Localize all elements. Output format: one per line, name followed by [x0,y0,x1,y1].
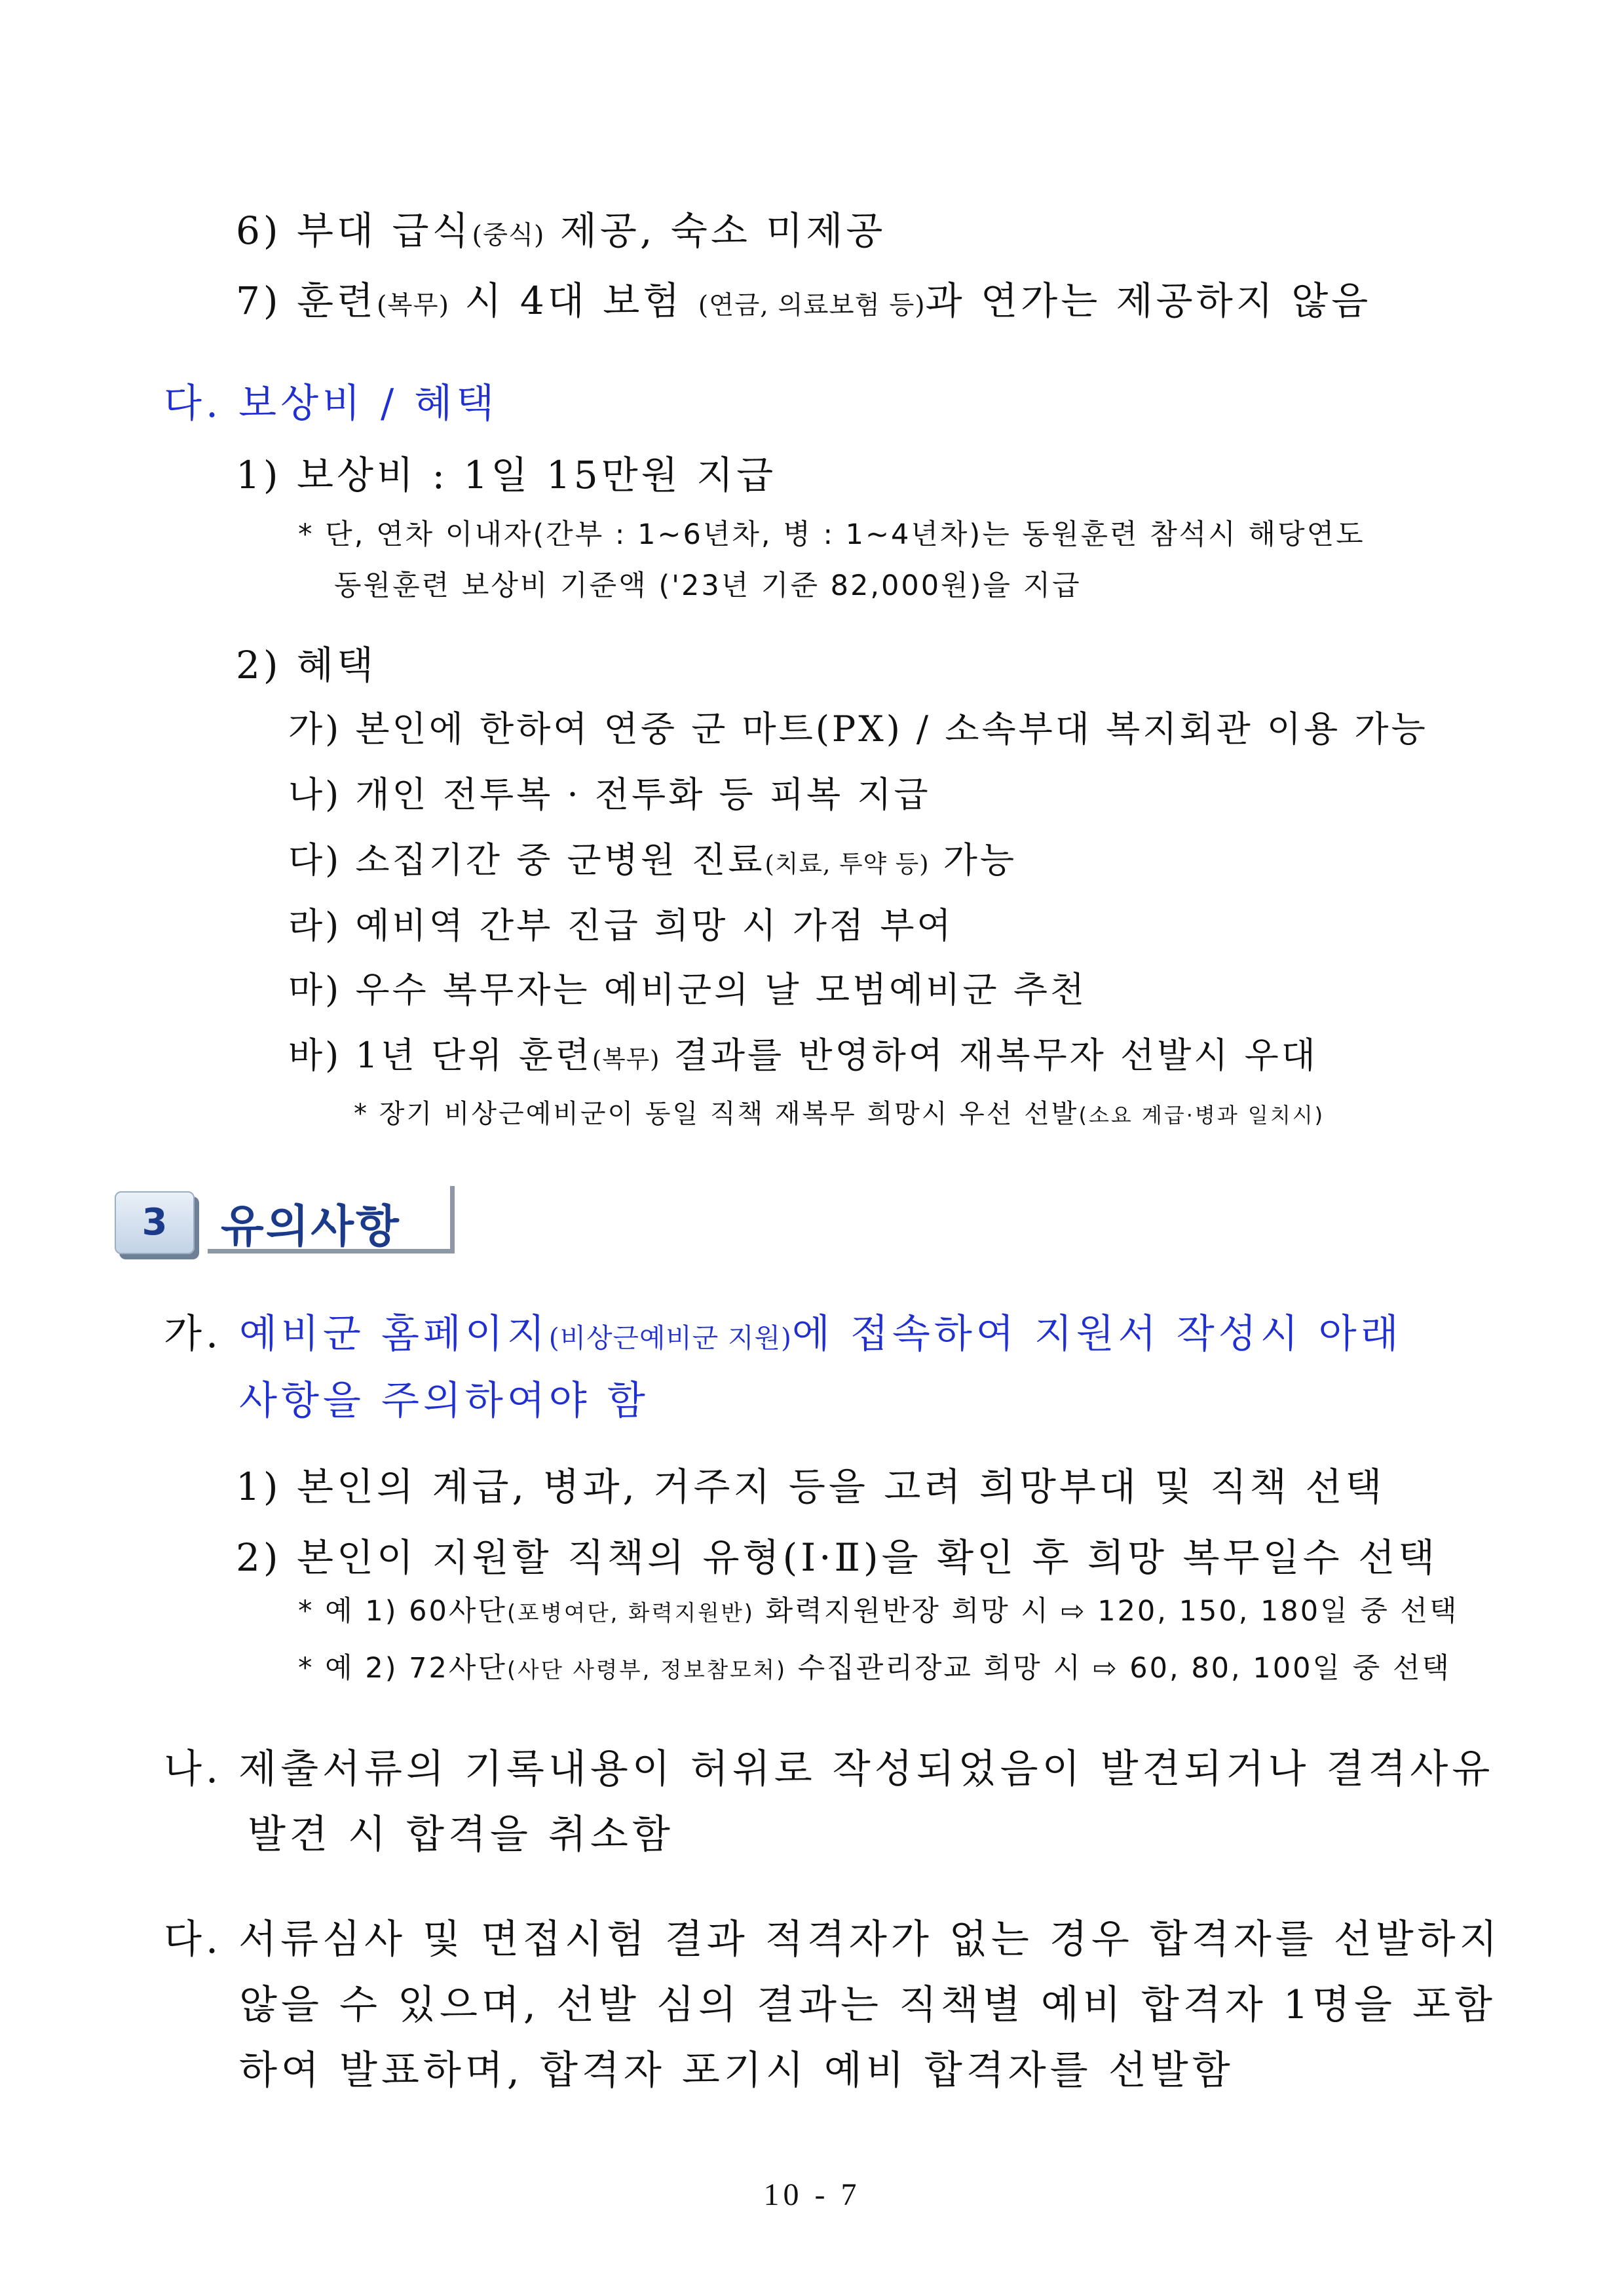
section-title-box [208,1186,455,1253]
benefit-da: 다) 소집기간 중 군병원 진료(치료, 투약 등) 가능 [288,839,1017,881]
benefits-item: 2) 혜택 [236,643,377,687]
page-number: 10 - 7 [763,2177,861,2212]
notice-na-line2: 발견 시 합격을 취소함 [248,1812,674,1858]
item-6: 6) 부대 급식(중식) 제공, 숙소 미제공 [236,208,886,253]
benefit-ra: 라) 예비역 간부 진급 희망 시 가점 부여 [288,905,954,946]
example-1: * 예 1) 60사단(포병여단, 화력지원반) 화력지원반장 희망 시 ⇨ 120, 150, 180일 중 선택 [298,1595,1459,1628]
example-2: * 예 2) 72사단(사단 사령부, 정보참모처) 수집관리장교 희망 시 ⇨ 60, 80, 100일 중 선택 [298,1652,1451,1685]
item-7: 7) 훈련(복무) 시 4대 보험 (연금, 의료보험 등)과 연가는 제공하지 않음 [236,278,1372,323]
benefit-na: 나) 개인 전투복 · 전투화 등 피복 지급 [288,774,931,815]
benefit-ba: 바) 1년 단위 훈련(복무) 결과를 반영하여 재복무자 선발시 우대 [288,1035,1318,1076]
notice-da-line3: 하여 발표하며, 합격자 포기시 예비 합격자를 선발함 [239,2048,1234,2094]
section-title: 유의사항 [221,1201,401,1253]
notice-ga-line2: 사항을 주의하여야 함 [239,1378,649,1424]
notice-ga-line1: 예비군 홈페이지(비상근예비군 지원)에 접속하여 지원서 작성시 아래 [239,1311,1403,1357]
benefit-note: * 장기 비상근예비군이 동일 직책 재복무 희망시 우선 선발(소요 계급·병과 일치시) [354,1099,1325,1129]
notice-da-line1: 다. 서류심사 및 면접시험 결과 적격자가 없는 경우 합격자를 선발하지 [164,1917,1501,1962]
notice-item-1: 1) 본인의 계급, 병과, 거주지 등을 고려 희망부대 및 직책 선택 [236,1464,1386,1509]
benefit-ma: 마) 우수 복무자는 예비군의 날 모범예비군 추천 [288,969,1087,1010]
notice-ga-label: 가. [164,1311,223,1357]
notice-na-line1: 나. 제출서류의 기록내용이 허위로 작성되었음이 발견되거나 결격사유 [164,1746,1494,1792]
compensation-item: 1) 보상비 : 1일 15만원 지급 [236,453,777,497]
section-da-heading: 다. 보상비 / 혜택 [164,381,499,427]
section-number-badge: 3 [115,1191,195,1254]
compensation-note-line2: 동원훈련 보상비 기준액 ('23년 기준 82,000원)을 지급 [334,569,1082,602]
notice-item-2: 2) 본인이 지원할 직책의 유형(Ⅰ·Ⅱ)을 확인 후 희망 복무일수 선택 [236,1535,1439,1580]
notice-da-line2: 않을 수 있으며, 선발 심의 결과는 직책별 예비 합격자 1명을 포함 [239,1982,1496,2028]
benefit-ga: 가) 본인에 한하여 연중 군 마트(PX) / 소속부대 복지회관 이용 가능 [288,708,1428,750]
compensation-note-line1: * 단, 연차 이내자(간부 : 1~6년차, 병 : 1~4년차)는 동원훈련 참석시 해당연도 [298,518,1365,551]
section-3-header [115,1186,462,1258]
